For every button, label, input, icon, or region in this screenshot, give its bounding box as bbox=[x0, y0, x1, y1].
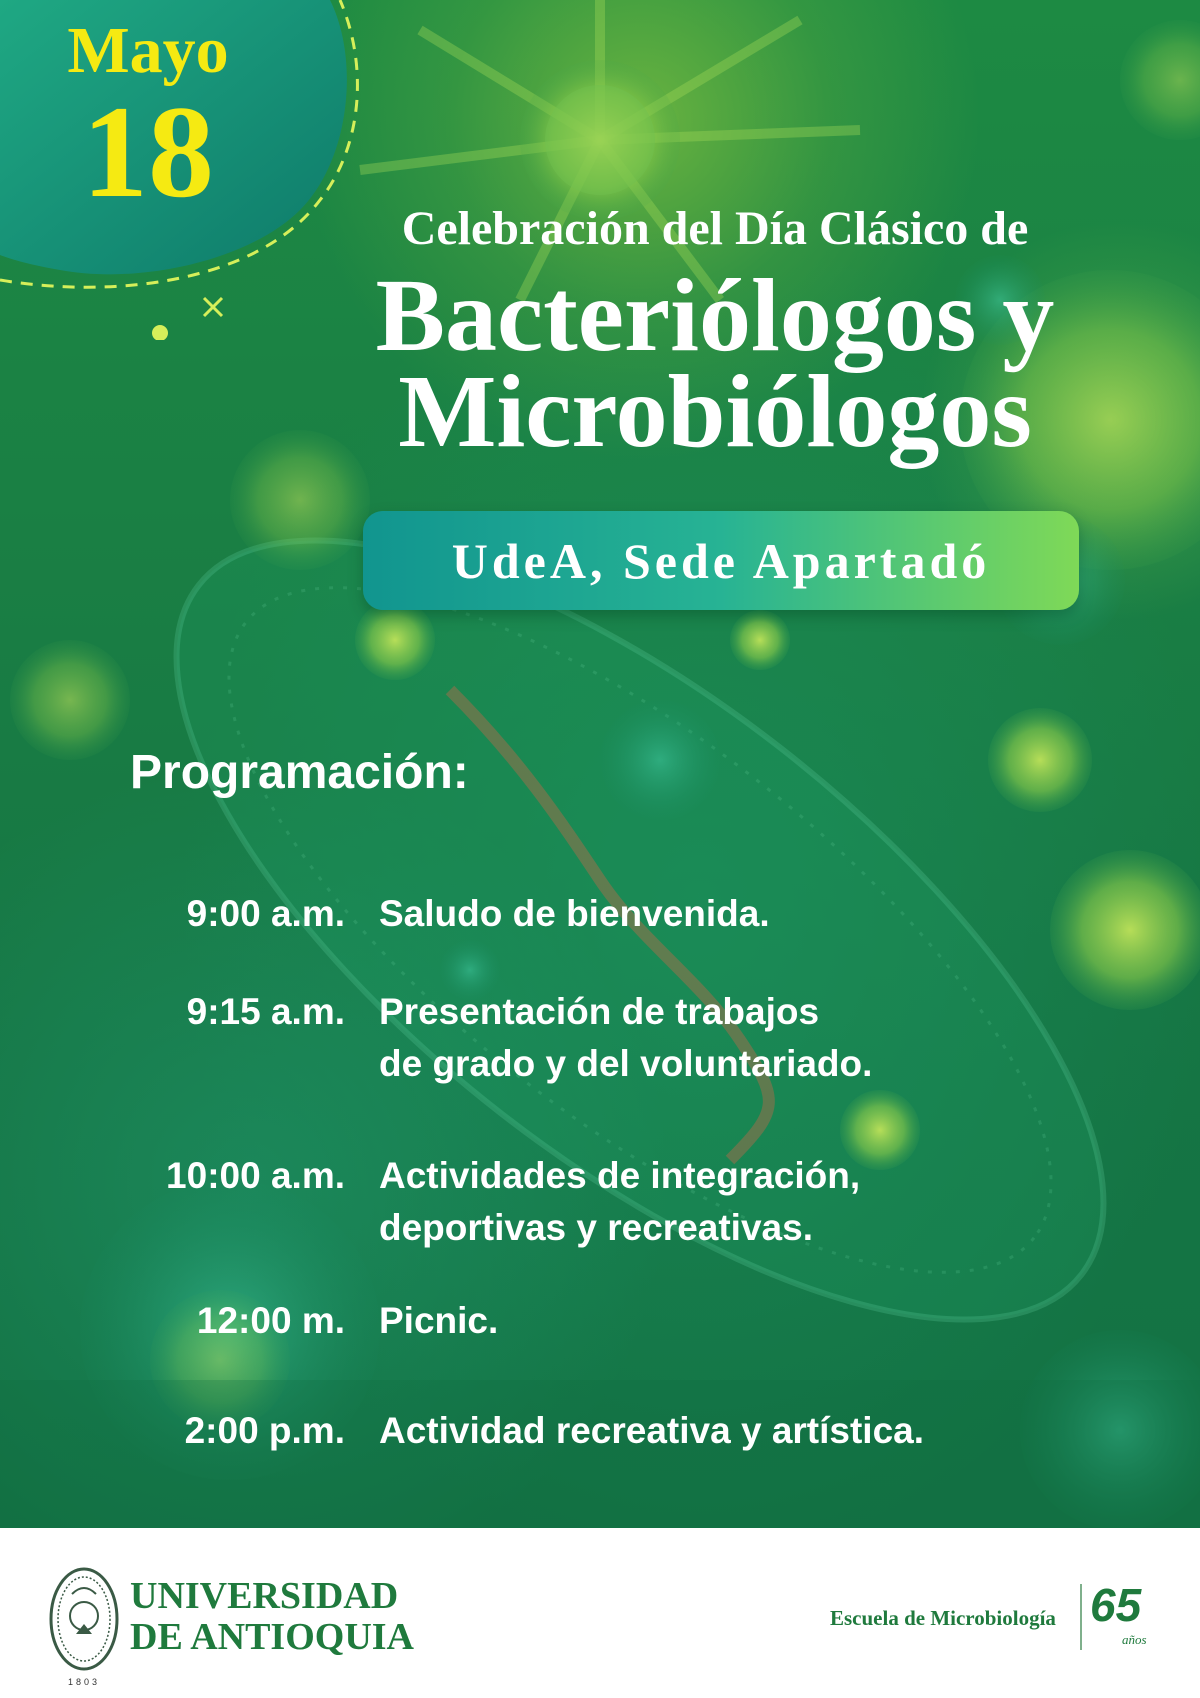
schedule-time: 9:15 a.m. bbox=[186, 991, 345, 1032]
event-title-line1: Bacteriólogos y bbox=[375, 258, 1055, 373]
event-title bbox=[300, 258, 1130, 469]
venue-text: UdeA, Sede Apartadó bbox=[451, 532, 991, 589]
schedule-description bbox=[379, 1295, 1079, 1347]
schedule-description bbox=[379, 1405, 1079, 1457]
venue-badge bbox=[363, 511, 1079, 610]
schedule-description-line: deportivas y recreativas. bbox=[379, 1207, 813, 1248]
schedule-time: 10:00 a.m. bbox=[166, 1155, 345, 1196]
seal-year: 1803 bbox=[68, 1677, 101, 1687]
schedule-description-line: de grado y del voluntariado. bbox=[379, 1043, 873, 1084]
schedule-description-line: Saludo de bienvenida. bbox=[379, 893, 770, 934]
event-title-line2: Microbiólogos bbox=[398, 354, 1032, 469]
anniversary-number: 65 bbox=[1090, 1579, 1142, 1631]
schedule-time: 2:00 p.m. bbox=[184, 1410, 345, 1451]
schedule-description-line: Presentación de trabajos bbox=[379, 991, 820, 1032]
schedule-description-line: Picnic. bbox=[379, 1300, 499, 1341]
cross-icon bbox=[204, 298, 222, 316]
date-day: 18 bbox=[82, 78, 214, 225]
schedule-description bbox=[379, 888, 1079, 940]
dot-icon bbox=[152, 325, 168, 340]
schedule-description bbox=[379, 1150, 1079, 1254]
university-seal-icon bbox=[48, 1564, 120, 1674]
program-heading: Programación: bbox=[130, 746, 469, 799]
footer-divider bbox=[1080, 1584, 1082, 1650]
schedule-description-line: Actividades de integración, bbox=[379, 1155, 861, 1196]
event-subtitle: Celebración del Día Clásico de bbox=[401, 202, 1029, 255]
university-name-line2: DE ANTIOQUIA bbox=[130, 1616, 414, 1658]
footer bbox=[0, 1528, 1200, 1698]
school-name: Escuela de Microbiología bbox=[830, 1606, 1056, 1630]
anniversary-word: años bbox=[1122, 1632, 1147, 1647]
schedule-description-line: Actividad recreativa y artística. bbox=[379, 1410, 925, 1451]
schedule-time: 9:00 a.m. bbox=[186, 893, 345, 934]
schedule-description bbox=[379, 986, 1079, 1090]
university-name-line1: UNIVERSIDAD bbox=[130, 1575, 399, 1617]
date-month: Mayo bbox=[67, 14, 229, 87]
schedule-time: 12:00 m. bbox=[196, 1300, 345, 1341]
